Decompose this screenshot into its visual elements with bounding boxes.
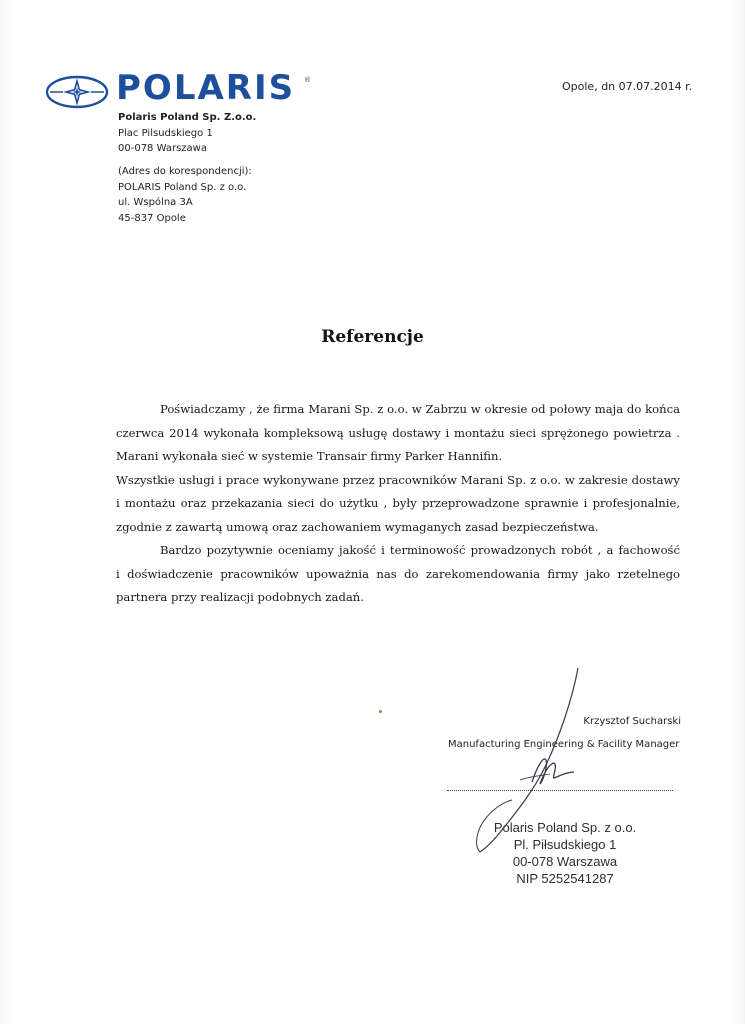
paragraph-1 (116, 398, 680, 469)
letter-title: Referencje (321, 327, 424, 347)
signer-name: Krzysztof Sucharski (583, 716, 681, 727)
stamp-line: NIP 5252541287 (516, 871, 614, 886)
body-line: Wszystkie usługi i prace wykonywane przez pracowników Marani Sp. z o.o. w zakresie dostawy (116, 472, 680, 487)
letter-date: Opole, dn 07.07.2014 r. (562, 80, 693, 93)
sender-street: Plac Pilsudskiego 1 (118, 127, 213, 139)
body-line: Poświadczamy , że firma Marani Sp. z o.o. w Zabrzu w okresie od połowy maja do końca (160, 402, 680, 416)
body-line: Marani wykonała sieć w systemie Transair firmy Parker Hannifin. (116, 449, 503, 463)
registered-mark: ® (304, 76, 311, 84)
body-line: i doświadczenie pracowników upoważnia nas do zarekomendowania firmy jako rzetelnego (116, 566, 680, 581)
polaris-logo (46, 68, 316, 110)
body-line: zgodnie z zawartą umową oraz zachowaniem wymaganych zasad bezpieczeństwa. (116, 519, 599, 534)
body-line: Bardzo pozytywnie oceniamy jakość i terminowość prowadzonych robót , a fachowość (160, 543, 680, 557)
sender-address (118, 110, 256, 157)
letter-body (116, 398, 680, 610)
correspondence-label: (Adres do korespondencji): (118, 166, 252, 177)
correspondence-street: ul. Wspólna 3A (118, 197, 193, 208)
paragraph-2 (116, 469, 680, 540)
signer-title: Manufacturing Engineering & Facility Manager (448, 739, 680, 750)
correspondence-city: 45-837 Opole (118, 212, 186, 224)
compass-star-icon (46, 74, 110, 110)
body-line: czerwca 2014 wykonała kompleksową usługę dostawy i montażu sieci sprężonego powietrza . (116, 425, 680, 440)
correspondence-address (118, 164, 252, 226)
handwritten-signature (460, 660, 620, 860)
correspondence-company: POLARIS Poland Sp. z o.o. (118, 181, 247, 193)
logo-wordmark: POLARIS (116, 68, 296, 108)
sender-city: 00-078 Warszawa (118, 143, 207, 154)
scan-speck (379, 710, 382, 713)
stamp-line: Polaris Poland Sp. z o.o. (493, 820, 637, 835)
sender-company: Polaris Poland Sp. Z.o.o. (118, 112, 257, 123)
stamp-line: 00-078 Warszawa (512, 854, 618, 869)
body-line: i montażu oraz przekazania sieci do użytku , były przeprowadzone sprawnie i profesjonalnie, (116, 496, 680, 510)
stamp-line: Pl. Piłsudskiego 1 (513, 837, 617, 852)
body-line: partnera przy realizacji podobnych zadań. (116, 590, 364, 604)
paragraph-3 (116, 539, 680, 610)
